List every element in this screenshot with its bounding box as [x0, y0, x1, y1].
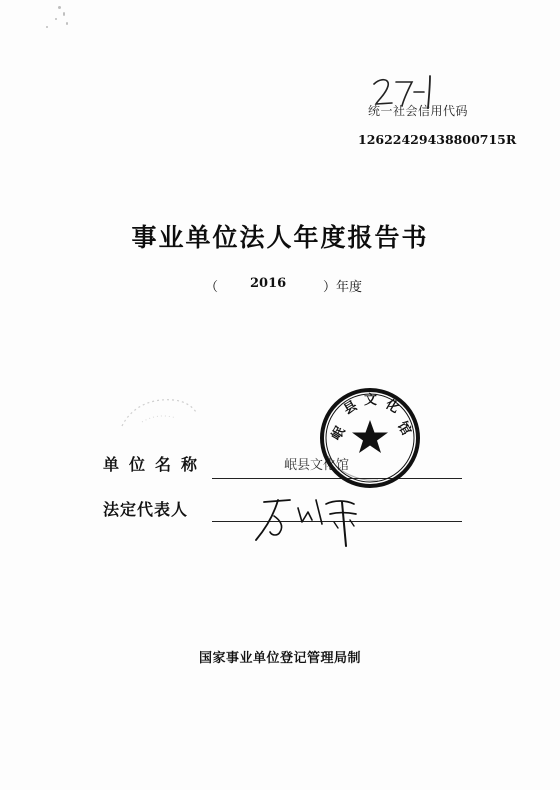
svg-text:岷: 岷 — [328, 424, 349, 444]
legal-rep-label: 法定代表人 — [103, 500, 189, 519]
scan-speck — [58, 6, 61, 9]
svg-text:县: 县 — [341, 398, 361, 418]
scan-speck — [63, 12, 65, 16]
svg-text:化: 化 — [382, 396, 402, 417]
unit-name-label: 单位名称 — [103, 455, 208, 474]
svg-text:馆: 馆 — [394, 419, 414, 439]
handwritten-signature — [250, 490, 370, 550]
page-title: 事业单位法人年度报告书 — [131, 223, 429, 252]
report-year-value: 2016 — [250, 276, 287, 291]
year-open-paren: （ — [205, 280, 219, 295]
unit-name-value: 岷县文化馆 — [284, 458, 350, 473]
credit-code-label: 统一社会信用代码 — [368, 104, 469, 118]
year-close-label: ）年度 — [323, 280, 363, 295]
issuing-authority: 国家事业单位登记管理局制 — [198, 651, 361, 666]
scan-speck — [55, 18, 57, 20]
official-seal-stamp — [318, 386, 422, 490]
credit-code-value: 12622429438800715R — [358, 132, 517, 147]
svg-text:文: 文 — [364, 393, 378, 408]
report-year-line — [200, 276, 400, 296]
scan-speck — [46, 26, 48, 28]
scan-speck — [66, 22, 68, 25]
faint-stamp-mark — [112, 392, 202, 432]
